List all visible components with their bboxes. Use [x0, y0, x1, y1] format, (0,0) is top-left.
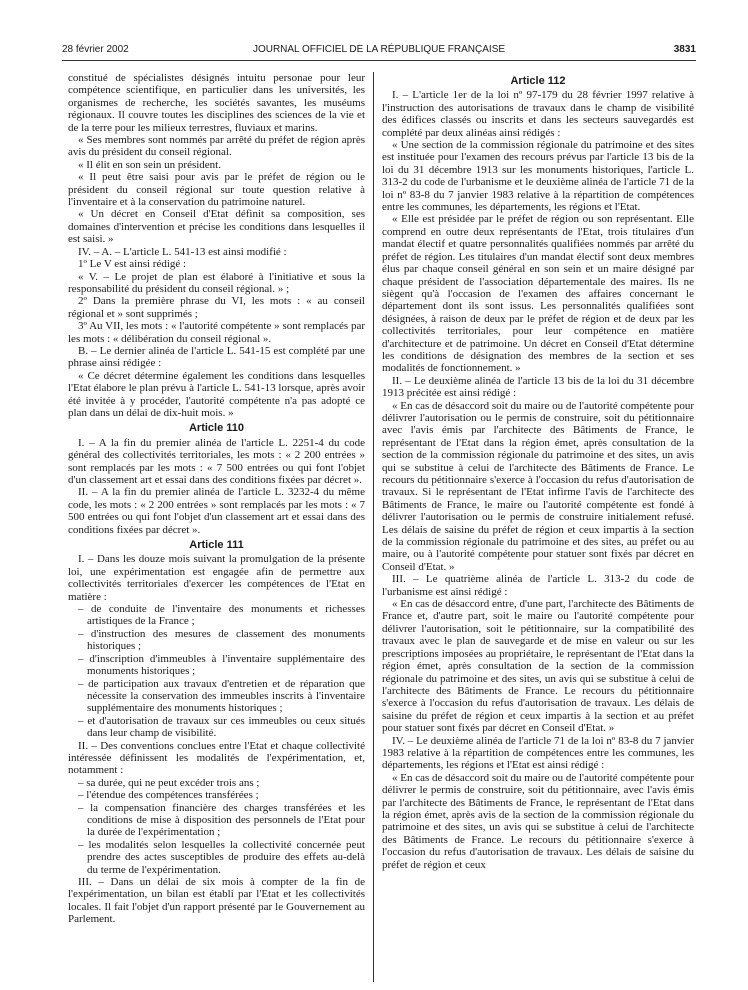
page-header — [62, 44, 696, 58]
paragraph: « En cas de désaccord soit du maire ou de l'autorité compétente pour délivrer l'autorisation ou le permis de construire, soit du pétitionnaire avec l'avis émis par l'architecte des Bâtiments de France, le représentant de l'Etat dans la région émet, après consultation de la section de la commission régionale du patrimoine et des sites, un avis qui se substitue à celui de l'architecte des Bâtiments de France. Le recours du pétitionnaire s'exerce à l'occasion du refus d'autorisation de travaux. Si le représentant de l'Etat infirme l'avis de l'architecte des Bâtiments de France, le maire ou l'autorité compétente est fondé à délivrer l'autorisation ou le permis de construire initialement refusé. Les délais de saisine du préfet de région et ceux impartis à la section de la commission régionale du patrimoine et des sites, au préfet ou au maire, ou à l'autorité compétente pour statuer sont fixés par décret en Conseil d'Etat. » — [382, 399, 694, 573]
paragraph: « Ce décret détermine également les conditions dans lesquelles l'Etat élabore le plan prévu à l'article L. 541-13 lorsque, après avoir été invitée à y procéder, l'autorité compétente n'a pas adopté ce plan dans un délai de dix-huit mois. » — [68, 369, 365, 419]
list-item: – de conduite de l'inventaire des monuments et richesses artistiques de la France ; — [78, 603, 365, 628]
paragraph: 3º Au VII, les mots : « l'autorité compétente » sont remplacés par les mots : « délibération du conseil régional ». — [68, 320, 365, 345]
paragraph: « V. – Le projet de plan est élaboré à l'initiative et sous la responsabilité du président du conseil régional. » ; — [68, 270, 365, 295]
paragraph: IV. – Le deuxième alinéa de l'article 71 de la loi nº 83-8 du 7 janvier 1983 relative à la répartition de compétences entre les communes, les départements, les régions et l'Etat est ainsi rédigé : — [382, 734, 694, 772]
paragraph: B. – Le dernier alinéa de l'article L. 541-15 est complété par une phrase ainsi rédigée : — [68, 344, 365, 370]
list-item: – d'instruction des mesures de classement des monuments historiques ; — [78, 627, 365, 653]
paragraph: « Il peut être saisi pour avis par le préfet de région ou le président du conseil régional sur toute question relative à l'inventaire et à la conservation du patrimoine naturel. — [68, 171, 365, 209]
paragraph: « Ses membres sont nommés par arrêté du préfet de région après avis du président du conseil régional. — [68, 134, 365, 159]
paragraph: IV. – A. – L'article L. 541-13 est ainsi modifié : — [78, 245, 287, 258]
list-item: – de participation aux travaux d'entretien et de réparation que nécessite la conservation des immeubles inscrits à l'inventaire supplémentaire des monuments historiques ; — [78, 677, 365, 715]
paragraph: constitué de spécialistes désignés intuitu personae pour leur compétence scientifique, en particulier dans les universités, les organismes de recherche, les sociétés savantes, les muséums régionaux. Il couvre toutes les disciplines des sciences de la vie et de la terre pour les milieux terrestres, fluviaux et marins. — [68, 72, 365, 134]
paragraph: « En cas de désaccord entre, d'une part, l'architecte des Bâtiments de France et, d'autre part, soit le maire ou l'autorité compétente pour délivrer l'autorisation, soit le pétitionnaire, sur la compatibilité des travaux avec le plan de sauvegarde et de mise en valeur ou sur les prescriptions imposées au propriétaire, le représentant de l'Etat dans la région émet, après consultation de la section de la commission régionale du patrimoine et des sites, un avis qui se substitue à celui de l'architecte des Bâtiments de France. Le recours du pétitionnaire s'exerce à l'occasion du refus d'autorisation de travaux. Les délais de saisine du préfet de région et ceux impartis à la section et au préfet pour statuer sont fixés par décret en Conseil d'Etat. » — [382, 598, 694, 735]
header-page-number: 3831 — [673, 44, 696, 55]
paragraph: II. – A la fin du premier alinéa de l'article L. 3232-4 du même code, les mots : « 2 200 entrées » sont remplacés par les mots : « 7 500 entrées ou qui font l'objet d'un classement art et essai dans des conditions fixées par décret ». — [68, 486, 365, 536]
list-item: – sa durée, qui ne peut excéder trois ans ; — [78, 776, 260, 789]
paragraph: II. – Des conventions conclues entre l'Etat et chaque collectivité intéressée définissent les modalités de l'expérimentation, et, notamment : — [68, 739, 365, 777]
paragraph: 2º Dans la première phrase du VI, les mots : « au conseil régional et » sont supprimés ; — [68, 295, 365, 320]
paragraph: « Une section de la commission régionale du patrimoine et des sites est instituée pour l'examen des recours prévus par l'article 13 bis de la loi du 31 décembre 1913 sur les monuments historiques, l'article L. 313-2 du code de l'urbanisme et le deuxième alinéa de l'article 71 de la loi nº 83-8 du 7 janvier 1983 relative à la répartition de compétences entre les communes, les départements, les régions et l'Etat. — [382, 139, 694, 214]
article-110-title: Article 110 — [188, 422, 245, 435]
paragraph: I. – Dans les douze mois suivant la promulgation de la présente loi, une expérimentation est engagée afin de permettre aux collectivités territoriales d'exercer les compétences de l'Etat en matière : — [68, 553, 365, 603]
paragraph: « En cas de désaccord soit du maire ou de l'autorité compétente pour délivrer le permis de construire, soit du pétitionnaire, avec l'avis émis par l'architecte des Bâtiments de France, le représentant de l'Etat dans la région émet, après avis de la section de la commission régionale du patrimoine et des sites, un avis qui se substitue à celui de l'architecte des Bâtiments de France. Le recours du pétitionnaire s'exerce à l'occasion du refus d'autorisation de travaux. Les délais de saisine du préfet de région et ceux — [382, 771, 694, 871]
paragraph: III. – Le quatrième alinéa de l'article L. 313-2 du code de l'urbanisme est ainsi rédigé : — [382, 573, 694, 598]
header-journal-title: JOURNAL OFFICIEL DE LA RÉPUBLIQUE FRANÇAISE — [252, 44, 506, 55]
paragraph: I. – A la fin du premier alinéa de l'article L. 2251-4 du code général des collectivités territoriales, les mots : « 2 200 entrées » sont remplacés par les mots : « 7 500 entrées ou qui font l'objet d'un classement art et essai dans des conditions fixées par décret ». — [68, 436, 365, 486]
paragraph: I. – L'article 1er de la loi nº 97-179 du 28 février 1997 relative à l'instruction des autorisations de travaux dans le champ de visibilité des édifices classés ou inscrits et dans les secteurs sauvegardés est complété par deux alinéas ainsi rédigés : — [382, 89, 694, 139]
paragraph: 1º Le V est ainsi rédigé : — [78, 258, 187, 271]
list-item: – d'inscription d'immeubles à l'inventaire supplémentaire des monuments historiques ; — [78, 652, 365, 678]
article-111-title: Article 111 — [189, 539, 244, 552]
left-column — [68, 72, 365, 926]
paragraph: II. – Le deuxième alinéa de l'article 13 bis de la loi du 31 décembre 1913 précitée est ainsi rédigé : — [382, 374, 694, 400]
list-item: – les modalités selon lesquelles la collectivité concernée peut prendre des actes susceptibles de produire des effets au-delà du terme de l'expérimentation. — [78, 838, 365, 876]
article-112-title: Article 112 — [510, 75, 566, 87]
paragraph: III. – Dans un délai de six mois à compter de la fin de l'expérimentation, un bilan est établi par l'Etat et les collectivités locales. Il fait l'objet d'un rapport présenté par le Gouvernement au Parlement. — [68, 876, 365, 926]
list-item: – la compensation financière des charges transférées et les conditions de mise à disposition des personnels de l'Etat pour la durée de l'expérimentation ; — [78, 801, 365, 839]
paragraph: « Elle est présidée par le préfet de région ou son représentant. Elle comprend en outre deux représentants de l'Etat, trois titulaires d'un mandat électif et quatre personnalités qualifiées nommés par arrêté du préfet de région. Les titulaires d'un mandat électif sont deux membres élus par chaque conseil général en son sein et un maire désigné par chaque président de l'association départementale des maires. Ils ne siègent qu'à l'occasion de l'examen des affaires concernant le département dont ils sont issus. Les personnalités qualifiées sont désignées, à raison de deux par le préfet de région et de deux par les collectivités territoriales, pour leur compétence en matière d'architecture et de patrimoine. Un décret en Conseil d'Etat détermine les conditions de désignation des membres de la section et ses modalités de fonctionnement. » — [382, 213, 694, 375]
paragraph: « Il élit en son sein un président. — [78, 158, 221, 171]
list-item: – l'étendue des compétences transférées ; — [78, 789, 259, 802]
paragraph: « Un décret en Conseil d'Etat définit sa composition, ses domaines d'intervention et précise les conditions dans lesquelles il est saisi. » — [68, 208, 365, 246]
header-date: 28 février 2002 — [62, 44, 129, 55]
right-column — [382, 72, 694, 871]
list-item: – et d'autorisation de travaux sur ces immeubles ou ceux situés dans leur champ de visibilité. — [78, 714, 365, 740]
header-rule — [62, 60, 696, 61]
column-divider — [373, 72, 374, 982]
